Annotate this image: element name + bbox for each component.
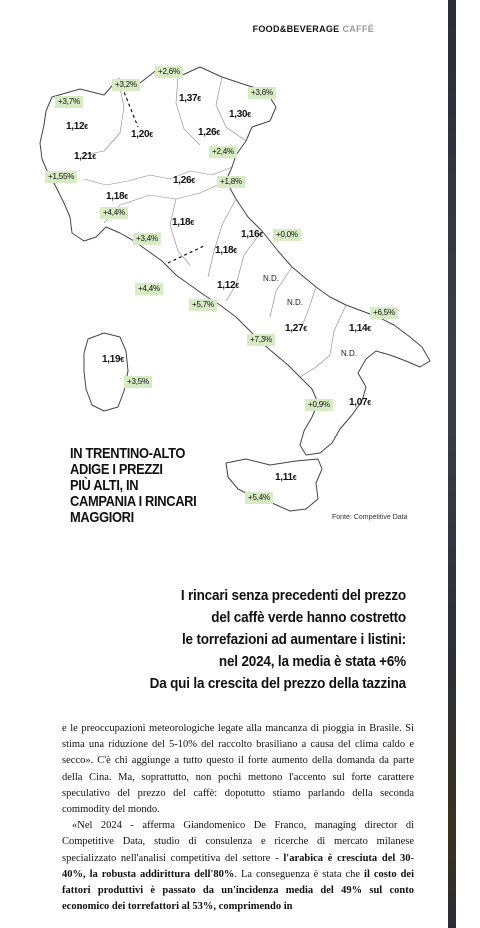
headline-line: MAGGIORI — [70, 509, 134, 526]
price-lazio: 1,12€ — [217, 280, 239, 291]
change-lombardia-north: +3,2% — [112, 79, 140, 91]
background-strip — [448, 0, 456, 928]
change-friuli: +3,6% — [248, 87, 276, 99]
price-calabria: 1,07€ — [349, 397, 371, 408]
subhead-line: I rincari senza precedenti del prezzo — [180, 587, 406, 604]
change-sardegna: +3,5% — [124, 376, 152, 388]
price-veneto: 1,30€ — [229, 109, 251, 120]
body-text: . La conseguenza è stata che — [234, 868, 365, 880]
body-text: «Nel 2024 - afferma Giandomenico De Franco, managing director di Competitive Data, studio di consulenza e ricerche di mercato milanese specializzato nell'analisi competitiva del settore - — [62, 820, 414, 864]
header-section: FOOD&BEVERAGE — [252, 24, 340, 34]
price-toscana: 1,18€ — [172, 217, 194, 228]
body-paragraph: e le preoccupazioni meteorologiche legate alla mancanza di pioggia in Brasile. Si stima una riduzione del 5-10% del raccolto brasiliano a causa del clima caldo e secco». C'è chi aggiunge a tutto questo il forte aumento della domanda da parte della Cina. Ma, soprattutto, non pochi mettono l'accento sul forte carattere speculativo del prezzo del caffè: dopotutto stiamo parlando della seconda commodity del mondo. — [62, 723, 414, 816]
change-valle-aosta: +3,7% — [55, 96, 83, 108]
change-puglia: +6,5% — [370, 307, 398, 319]
headline-line: ADIGE I PREZZI — [70, 461, 163, 478]
change-trentino: +2,6% — [155, 66, 183, 78]
price-veneto-sud: 1,26€ — [198, 127, 220, 138]
price-puglia: 1,14€ — [349, 323, 371, 334]
change-veneto: +2,4% — [209, 146, 237, 158]
price-liguria: 1,18€ — [106, 191, 128, 202]
headline-line: PIÙ ALTI, IN — [70, 477, 139, 494]
price-emilia: 1,26€ — [173, 175, 195, 186]
map-source: Fonte: Competitive Data — [332, 514, 408, 521]
change-marche: +0,0% — [273, 229, 301, 241]
price-valle-aosta: 1,12€ — [66, 121, 88, 132]
change-toscana: +3,4% — [133, 233, 161, 245]
subhead-line: nel 2024, la media è stata +6% — [218, 653, 406, 670]
change-sicilia: +5,4% — [245, 492, 273, 504]
change-lazio-west: +4,4% — [135, 283, 163, 295]
header-subsection: CAFFÈ — [342, 24, 374, 34]
price-campania: 1,27€ — [285, 323, 307, 334]
body-bold-text: l'arabica è cresciuta del 30-40%, la robusta addirittura dell'80% — [62, 852, 414, 880]
change-emilia: +1,8% — [217, 176, 245, 188]
subhead-line: Da qui la crescita del prezzo della tazzina — [149, 675, 406, 692]
article-subhead — [60, 585, 406, 695]
headline-line: IN TRENTINO-ALTO — [70, 445, 186, 462]
page-header — [253, 24, 374, 34]
headline-line: CAMPANIA I RINCARI — [70, 493, 197, 510]
map-headline — [70, 446, 216, 526]
price-sicilia: 1,11€ — [275, 472, 297, 483]
body-paragraph — [62, 818, 414, 915]
change-lazio: +5,7% — [189, 299, 217, 311]
price-piemonte: 1,21€ — [74, 151, 96, 162]
na-molise: N.D. — [287, 298, 303, 307]
change-calabria: +0,9% — [305, 399, 333, 411]
change-campania: +7,3% — [247, 334, 275, 346]
price-sardegna: 1,19€ — [102, 354, 124, 365]
price-marche: 1,16€ — [241, 229, 263, 240]
subhead-line: le torrefazioni ad aumentare i listini: — [181, 631, 406, 648]
price-umbria: 1,18€ — [215, 245, 237, 256]
change-piemonte: +1,55% — [45, 171, 77, 183]
subhead-line: del caffè verde hanno costretto — [211, 609, 406, 626]
page-margin — [436, 0, 480, 928]
change-liguria: +4,4% — [100, 207, 128, 219]
body-bold-text: il costo dei fattori produttivi è passato da un'incidenza media del 49% sul conto economico dei torrefattori al 53%, comprimendo in — [62, 868, 414, 913]
price-trentino: 1,37€ — [179, 93, 201, 104]
na-abruzzo: N.D. — [263, 274, 279, 283]
italy-price-map — [0, 55, 436, 535]
na-basilicata: N.D. — [341, 349, 357, 358]
article-body — [62, 721, 414, 915]
price-lombardia: 1,20€ — [131, 129, 153, 140]
